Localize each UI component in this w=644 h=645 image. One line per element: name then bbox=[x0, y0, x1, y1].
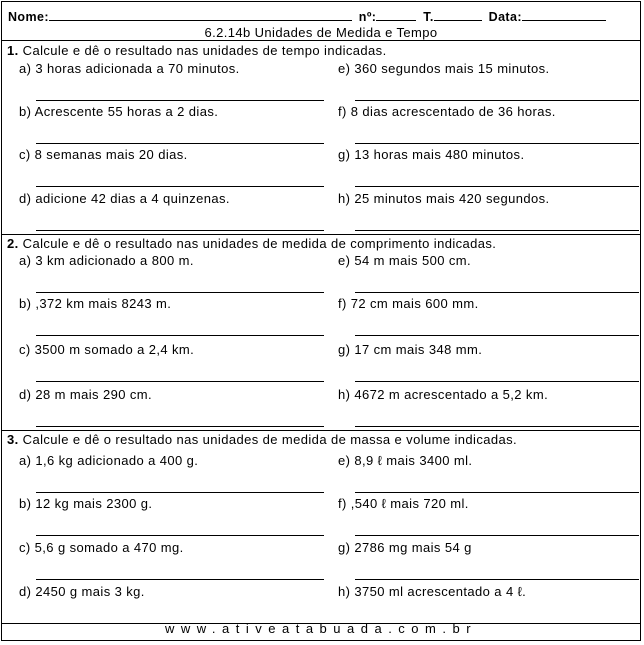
item-text: 360 segundos mais 15 minutos. bbox=[354, 61, 550, 76]
item-text: 17 cm mais 348 mm. bbox=[354, 342, 483, 357]
answer-line[interactable] bbox=[36, 292, 324, 293]
number-field[interactable] bbox=[376, 9, 416, 21]
item-letter: f) bbox=[338, 296, 347, 311]
answer-line[interactable] bbox=[36, 143, 324, 144]
item-letter: c) bbox=[19, 342, 31, 357]
item-text: ,540 ℓ mais 720 ml. bbox=[350, 496, 469, 511]
question-3-item-right-2 bbox=[338, 496, 469, 511]
answer-line[interactable] bbox=[355, 335, 639, 336]
question-3-item-left-1 bbox=[19, 453, 198, 468]
item-letter: b) bbox=[19, 104, 32, 119]
item-letter: c) bbox=[19, 147, 31, 162]
title-divider bbox=[2, 40, 640, 41]
date-field[interactable] bbox=[522, 9, 606, 21]
item-text: 4672 m acrescentado a 5,2 km. bbox=[354, 387, 549, 402]
answer-line[interactable] bbox=[36, 426, 324, 427]
item-text: 3 km adicionado a 800 m. bbox=[35, 253, 194, 268]
class-label: T. bbox=[423, 10, 434, 24]
answer-line[interactable] bbox=[355, 230, 639, 231]
item-text: 72 cm mais 600 mm. bbox=[350, 296, 479, 311]
answer-line[interactable] bbox=[36, 381, 324, 382]
name-label: Nome: bbox=[8, 10, 49, 24]
answer-line[interactable] bbox=[355, 186, 639, 187]
answer-line[interactable] bbox=[36, 100, 324, 101]
question-number: 2. bbox=[7, 236, 19, 251]
item-letter: h) bbox=[338, 584, 351, 599]
number-label: nº: bbox=[358, 10, 377, 24]
question-2-item-right-3 bbox=[338, 342, 482, 357]
item-letter: e) bbox=[338, 453, 351, 468]
student-info-header bbox=[8, 9, 634, 25]
item-text: 8 dias acrescentado de 36 horas. bbox=[350, 104, 556, 119]
section-divider bbox=[2, 430, 640, 431]
answer-line[interactable] bbox=[355, 426, 639, 427]
question-3-title bbox=[7, 432, 517, 447]
answer-line[interactable] bbox=[355, 381, 639, 382]
site-footer: www.ativeatabuada.com.br bbox=[164, 621, 478, 636]
item-letter: f) bbox=[338, 104, 347, 119]
question-3-item-left-2 bbox=[19, 496, 152, 511]
item-letter: b) bbox=[19, 496, 32, 511]
item-letter: e) bbox=[338, 253, 351, 268]
section-divider bbox=[2, 234, 640, 235]
answer-line[interactable] bbox=[36, 492, 324, 493]
question-2-item-right-2 bbox=[338, 296, 479, 311]
question-1-title bbox=[7, 43, 387, 58]
item-text: 3500 m somado a 2,4 km. bbox=[34, 342, 195, 357]
question-1-item-right-3 bbox=[338, 147, 524, 162]
answer-line[interactable] bbox=[355, 492, 639, 493]
answer-line[interactable] bbox=[355, 143, 639, 144]
item-letter: d) bbox=[19, 584, 32, 599]
answer-line[interactable] bbox=[355, 100, 639, 101]
date-label: Data: bbox=[488, 10, 522, 24]
item-text: Acrescente 55 horas a 2 dias. bbox=[34, 104, 219, 119]
item-letter: a) bbox=[19, 61, 32, 76]
question-1-item-left-2 bbox=[19, 104, 218, 119]
question-2-item-left-4 bbox=[19, 387, 152, 402]
question-2-item-left-1 bbox=[19, 253, 194, 268]
item-letter: h) bbox=[338, 387, 351, 402]
question-2-title bbox=[7, 236, 496, 251]
question-text: Calcule e dê o resultado nas unidades de tempo indicadas. bbox=[22, 43, 387, 58]
answer-line[interactable] bbox=[355, 579, 639, 580]
worksheet-page bbox=[1, 1, 641, 641]
answer-line[interactable] bbox=[355, 292, 639, 293]
item-text: 8,9 ℓ mais 3400 ml. bbox=[354, 453, 473, 468]
answer-line[interactable] bbox=[36, 579, 324, 580]
class-field[interactable] bbox=[434, 9, 482, 21]
item-text: adicione 42 dias a 4 quinzenas. bbox=[35, 191, 230, 206]
item-text: 13 horas mais 480 minutos. bbox=[354, 147, 525, 162]
question-number: 1. bbox=[7, 43, 19, 58]
answer-line[interactable] bbox=[355, 535, 639, 536]
answer-line[interactable] bbox=[36, 335, 324, 336]
item-text: 1,6 kg adicionado a 400 g. bbox=[35, 453, 199, 468]
question-3-item-left-4 bbox=[19, 584, 145, 599]
question-1-item-right-1 bbox=[338, 61, 550, 76]
item-text: 28 m mais 290 cm. bbox=[35, 387, 152, 402]
question-1-item-left-3 bbox=[19, 147, 188, 162]
answer-line[interactable] bbox=[36, 535, 324, 536]
item-text: 54 m mais 500 cm. bbox=[354, 253, 471, 268]
question-2-item-right-1 bbox=[338, 253, 471, 268]
question-text: Calcule e dê o resultado nas unidades de medida de massa e volume indicadas. bbox=[22, 432, 518, 447]
answer-line[interactable] bbox=[36, 230, 324, 231]
item-text: 8 semanas mais 20 dias. bbox=[34, 147, 188, 162]
item-text: 2450 g mais 3 kg. bbox=[35, 584, 145, 599]
question-number: 3. bbox=[7, 432, 19, 447]
item-letter: c) bbox=[19, 540, 31, 555]
item-text: 25 minutos mais 420 segundos. bbox=[354, 191, 550, 206]
question-3-item-right-4 bbox=[338, 584, 526, 599]
question-1-item-right-2 bbox=[338, 104, 556, 119]
question-1-item-left-4 bbox=[19, 191, 230, 206]
question-3-item-right-3 bbox=[338, 540, 472, 555]
item-text: 5,6 g somado a 470 mg. bbox=[34, 540, 184, 555]
item-letter: f) bbox=[338, 496, 347, 511]
question-2-item-left-2 bbox=[19, 296, 171, 311]
item-letter: b) bbox=[19, 296, 32, 311]
name-field[interactable] bbox=[49, 9, 352, 21]
item-letter: a) bbox=[19, 453, 32, 468]
item-text: 3 horas adicionada a 70 minutos. bbox=[35, 61, 240, 76]
item-text: 12 kg mais 2300 g. bbox=[35, 496, 153, 511]
item-letter: g) bbox=[338, 540, 351, 555]
worksheet-title: 6.2.14b Unidades de Medida e Tempo bbox=[204, 25, 438, 40]
question-text: Calcule e dê o resultado nas unidades de medida de comprimento indicadas. bbox=[22, 236, 497, 251]
item-letter: g) bbox=[338, 147, 351, 162]
question-2-item-left-3 bbox=[19, 342, 194, 357]
question-3-item-right-1 bbox=[338, 453, 472, 468]
item-letter: e) bbox=[338, 61, 351, 76]
item-text: ,372 km mais 8243 m. bbox=[35, 296, 172, 311]
item-text: 2786 mg mais 54 g bbox=[354, 540, 472, 555]
question-3-item-left-3 bbox=[19, 540, 184, 555]
item-letter: d) bbox=[19, 387, 32, 402]
item-text: 3750 ml acrescentado a 4 ℓ. bbox=[354, 584, 527, 599]
question-2-item-right-4 bbox=[338, 387, 548, 402]
item-letter: g) bbox=[338, 342, 351, 357]
item-letter: a) bbox=[19, 253, 32, 268]
item-letter: h) bbox=[338, 191, 351, 206]
question-1-item-left-1 bbox=[19, 61, 240, 76]
item-letter: d) bbox=[19, 191, 32, 206]
question-1-item-right-4 bbox=[338, 191, 550, 206]
answer-line[interactable] bbox=[36, 186, 324, 187]
